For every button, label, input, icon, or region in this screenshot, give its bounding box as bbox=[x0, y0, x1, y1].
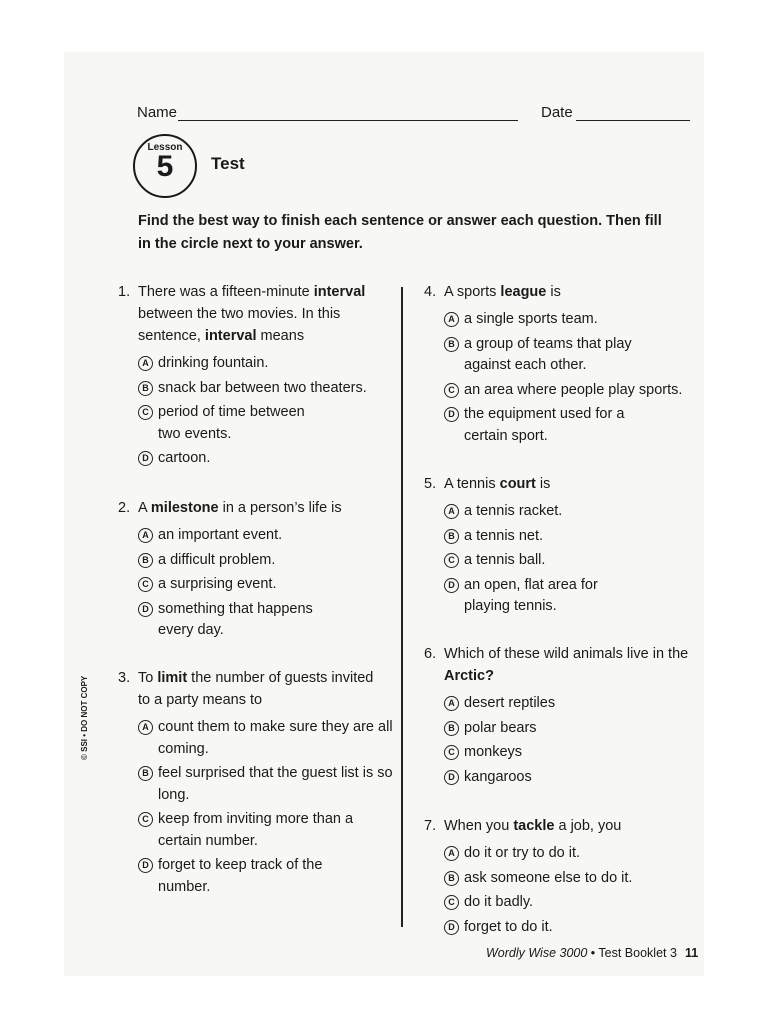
answer-option[interactable]: B a group of teams that play against each other. bbox=[444, 334, 664, 377]
answer-option[interactable]: B snack bar between two theaters. bbox=[138, 378, 388, 400]
answer-bubble[interactable]: B bbox=[138, 381, 153, 396]
answer-option[interactable]: D kangaroos bbox=[444, 767, 704, 789]
question-stem: A milestone in a person’s life is bbox=[138, 500, 342, 516]
question-number: 5. bbox=[424, 476, 437, 492]
answer-option[interactable]: B a tennis net. bbox=[444, 526, 704, 548]
question-stem: There was a fifteen-minute interval between the two movies. In this sentence, interval means bbox=[138, 284, 366, 344]
lesson-number: 5 bbox=[156, 150, 174, 183]
question-number: 7. bbox=[424, 818, 437, 834]
question-stem: To limit the number of guests invited to a party means to bbox=[138, 670, 374, 708]
question-stem: A tennis court is bbox=[444, 476, 551, 492]
page-number: 11 bbox=[684, 946, 699, 960]
copyright-note: © SSI • DO NOT COPY bbox=[80, 675, 89, 760]
answer-bubble[interactable]: C bbox=[444, 745, 459, 760]
page-footer bbox=[486, 946, 698, 960]
answer-bubble[interactable]: B bbox=[444, 337, 459, 352]
answer-option[interactable]: A count them to make sure they are all coming. bbox=[138, 717, 393, 760]
answer-option[interactable]: B a difficult problem. bbox=[138, 550, 388, 572]
answer-option[interactable]: A do it or try to do it. bbox=[444, 843, 704, 865]
question-4 bbox=[424, 281, 704, 450]
book-title: Wordly Wise 3000 bbox=[486, 946, 588, 960]
question-stem: A sports league is bbox=[444, 284, 561, 300]
question-number: 6. bbox=[424, 646, 437, 662]
answer-option[interactable]: C do it badly. bbox=[444, 892, 704, 914]
date-label: Date bbox=[541, 104, 573, 121]
page-title: Test bbox=[211, 154, 245, 173]
question-stem: Which of these wild animals live in the Arctic? bbox=[444, 646, 689, 684]
answer-option[interactable]: C a tennis ball. bbox=[444, 550, 704, 572]
answer-bubble[interactable]: B bbox=[444, 721, 459, 736]
question-6 bbox=[424, 643, 704, 791]
answer-bubble[interactable]: C bbox=[138, 812, 153, 827]
answer-bubble[interactable]: A bbox=[444, 696, 459, 711]
answer-bubble[interactable]: D bbox=[138, 602, 153, 617]
lesson-word: Lesson bbox=[147, 142, 183, 153]
answer-option[interactable]: C period of time between two events. bbox=[138, 402, 328, 445]
answer-bubble[interactable]: A bbox=[138, 528, 153, 543]
answer-option[interactable]: C monkeys bbox=[444, 742, 704, 764]
answer-option[interactable]: D forget to keep track of the number. bbox=[138, 855, 353, 898]
instructions: Find the best way to finish each sentence or answer each question. Then fill in the circle next to your answer. bbox=[138, 213, 662, 252]
question-number: 3. bbox=[118, 670, 131, 686]
name-field-line[interactable] bbox=[178, 120, 518, 121]
answer-bubble[interactable]: A bbox=[138, 356, 153, 371]
lesson-badge bbox=[133, 134, 197, 198]
answer-option[interactable]: B feel surprised that the guest list is so long. bbox=[138, 763, 393, 806]
answer-option[interactable]: C a surprising event. bbox=[138, 574, 388, 596]
question-number: 1. bbox=[118, 284, 131, 300]
answer-bubble[interactable]: C bbox=[444, 383, 459, 398]
answer-bubble[interactable]: A bbox=[444, 312, 459, 327]
question-stem: When you tackle a job, you bbox=[444, 818, 622, 834]
answer-bubble[interactable]: C bbox=[138, 577, 153, 592]
answer-bubble[interactable]: D bbox=[138, 451, 153, 466]
answer-bubble[interactable]: C bbox=[138, 405, 153, 420]
answer-option[interactable]: A a single sports team. bbox=[444, 309, 704, 331]
answer-option[interactable]: B ask someone else to do it. bbox=[444, 868, 704, 890]
booklet-label: • Test Booklet 3 bbox=[587, 946, 677, 960]
question-5 bbox=[424, 473, 704, 621]
question-7 bbox=[424, 815, 704, 941]
question-3 bbox=[118, 667, 393, 901]
question-number: 4. bbox=[424, 284, 437, 300]
question-2 bbox=[118, 497, 388, 645]
answer-bubble[interactable]: B bbox=[138, 553, 153, 568]
answer-bubble[interactable]: D bbox=[444, 920, 459, 935]
answer-option[interactable]: D forget to do it. bbox=[444, 917, 704, 939]
answer-option[interactable]: D something that happens every day. bbox=[138, 599, 338, 642]
answer-option[interactable]: A a tennis racket. bbox=[444, 501, 704, 523]
answer-option[interactable]: A drinking fountain. bbox=[138, 353, 388, 375]
answer-option[interactable]: B polar bears bbox=[444, 718, 704, 740]
name-label: Name bbox=[137, 104, 178, 121]
answer-bubble[interactable]: C bbox=[444, 553, 459, 568]
answer-bubble[interactable]: B bbox=[444, 871, 459, 886]
answer-bubble[interactable]: D bbox=[444, 770, 459, 785]
answer-bubble[interactable]: B bbox=[444, 529, 459, 544]
answer-option[interactable]: A an important event. bbox=[138, 525, 388, 547]
answer-bubble[interactable]: D bbox=[444, 578, 459, 593]
answer-bubble[interactable]: B bbox=[138, 766, 153, 781]
question-number: 2. bbox=[118, 500, 131, 516]
answer-bubble[interactable]: A bbox=[138, 720, 153, 735]
question-1 bbox=[118, 281, 388, 473]
answer-bubble[interactable]: C bbox=[444, 895, 459, 910]
column-divider bbox=[401, 287, 403, 927]
answer-option[interactable]: D cartoon. bbox=[138, 448, 388, 470]
answer-bubble[interactable]: D bbox=[138, 858, 153, 873]
answer-bubble[interactable]: A bbox=[444, 504, 459, 519]
answer-option[interactable]: D an open, flat area for playing tennis. bbox=[444, 575, 639, 618]
answer-option[interactable]: C an area where people play sports. bbox=[444, 380, 704, 402]
answer-option[interactable]: A desert reptiles bbox=[444, 693, 704, 715]
answer-option[interactable]: D the equipment used for a certain sport. bbox=[444, 404, 664, 447]
answer-option[interactable]: C keep from inviting more than a certain number. bbox=[138, 809, 378, 852]
date-field-line[interactable] bbox=[576, 120, 690, 121]
answer-bubble[interactable]: D bbox=[444, 407, 459, 422]
answer-bubble[interactable]: A bbox=[444, 846, 459, 861]
